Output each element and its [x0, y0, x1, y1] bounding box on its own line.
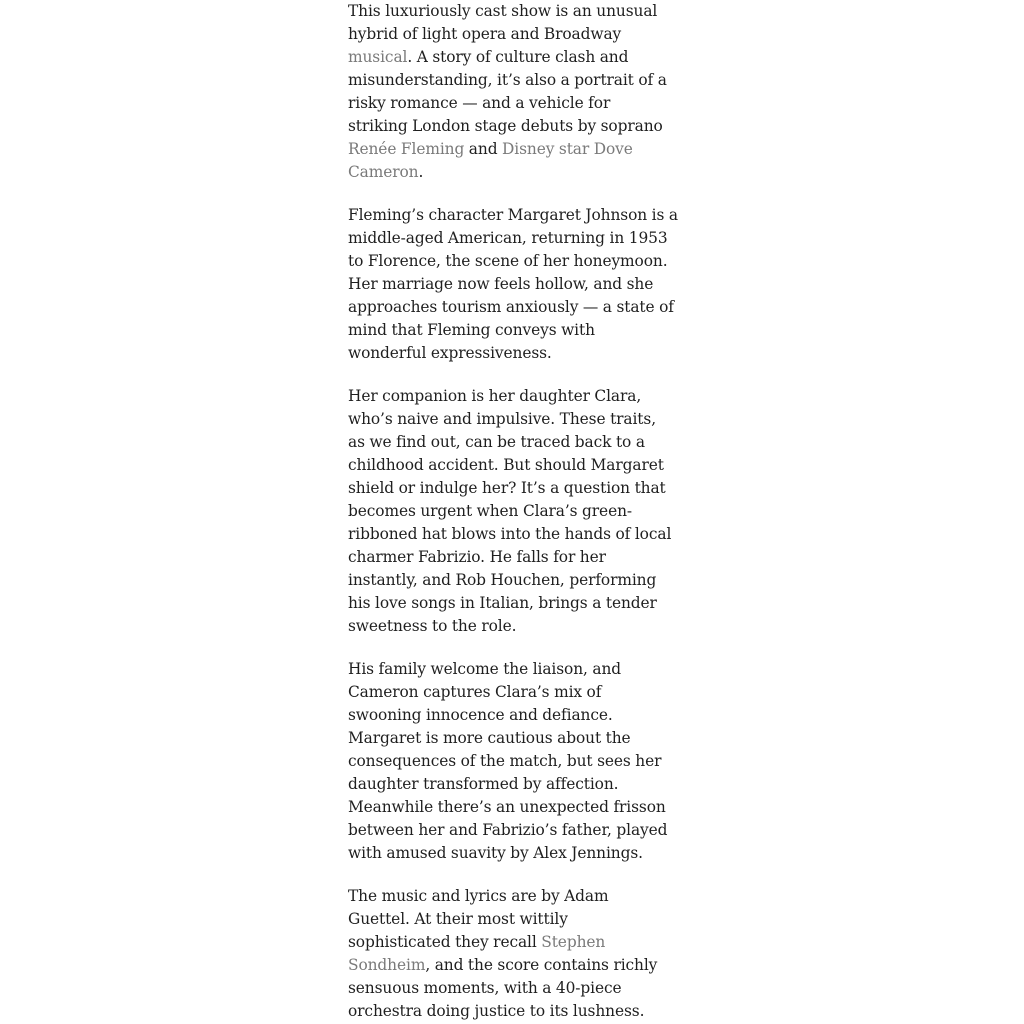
inline-link[interactable]: Stephen [541, 933, 606, 951]
text-line [348, 954, 678, 977]
text-segment: Cameron captures Clara’s mix of [348, 683, 602, 701]
text-line [348, 546, 678, 569]
text-line [348, 885, 678, 908]
text-segment: sensuous moments, with a 40-piece [348, 979, 622, 997]
text-segment: approaches tourism anxiously — a state of [348, 298, 674, 316]
paragraph-gap [348, 365, 678, 385]
text-line [348, 342, 678, 365]
text-segment: . [418, 163, 424, 181]
inline-link[interactable]: Disney star Dove [502, 140, 633, 158]
text-line [348, 773, 678, 796]
text-segment: consequences of the match, but sees her [348, 752, 662, 770]
text-segment: daughter transformed by affection. [348, 775, 619, 793]
text-line [348, 842, 678, 865]
text-segment: childhood accident. But should Margaret [348, 456, 664, 474]
text-line [348, 138, 678, 161]
text-segment: and [464, 140, 503, 158]
inline-link[interactable]: Cameron [348, 163, 419, 181]
text-segment: ribboned hat blows into the hands of local [348, 525, 672, 543]
article-paragraph [348, 0, 678, 184]
text-line [348, 408, 678, 431]
text-segment: charmer Fabrizio. He falls for her [348, 548, 606, 566]
text-line [348, 592, 678, 615]
text-segment: mind that Fleming conveys with [348, 321, 595, 339]
text-segment: striking London stage debuts by soprano [348, 117, 663, 135]
text-line [348, 46, 678, 69]
text-line [348, 250, 678, 273]
text-line [348, 658, 678, 681]
article-body [348, 0, 678, 1023]
text-segment: risky romance — and a vehicle for [348, 94, 611, 112]
text-segment: his love songs in Italian, brings a tender [348, 594, 657, 612]
text-line [348, 23, 678, 46]
article-paragraph [348, 885, 678, 1023]
text-segment: middle-aged American, returning in 1953 [348, 229, 668, 247]
text-segment: to Florence, the scene of her honeymoon. [348, 252, 668, 270]
text-segment: wonderful expressiveness. [348, 344, 552, 362]
text-segment: . A story of culture clash and [407, 48, 629, 66]
text-line [348, 931, 678, 954]
text-segment: who’s naive and impulsive. These traits, [348, 410, 656, 428]
text-segment: His family welcome the liaison, and [348, 660, 622, 678]
text-segment: instantly, and Rob Houchen, performing [348, 571, 657, 589]
text-line [348, 908, 678, 931]
text-line [348, 385, 678, 408]
text-line [348, 500, 678, 523]
text-segment: Guettel. At their most wittily [348, 910, 568, 928]
text-segment: between her and Fabrizio’s father, played [348, 821, 668, 839]
text-line [348, 227, 678, 250]
text-segment: as we find out, can be traced back to a [348, 433, 645, 451]
text-line [348, 319, 678, 342]
text-segment: This luxuriously cast show is an unusual [348, 2, 658, 20]
text-line [348, 1000, 678, 1023]
paragraph-gap [348, 865, 678, 885]
text-segment: becomes urgent when Clara’s green- [348, 502, 632, 520]
text-line [348, 161, 678, 184]
text-line [348, 0, 678, 23]
text-segment: Meanwhile there’s an unexpected frisson [348, 798, 666, 816]
text-line [348, 523, 678, 546]
text-line [348, 204, 678, 227]
text-line [348, 431, 678, 454]
article-paragraph [348, 204, 678, 365]
text-segment: Margaret is more cautious about the [348, 729, 631, 747]
text-line [348, 296, 678, 319]
text-line [348, 454, 678, 477]
text-line [348, 477, 678, 500]
text-segment: Her companion is her daughter Clara, [348, 387, 642, 405]
text-segment: The music and lyrics are by Adam [348, 887, 609, 905]
text-segment: hybrid of light opera and Broadway [348, 25, 622, 43]
inline-link[interactable]: Renée Fleming [348, 140, 465, 158]
text-line [348, 615, 678, 638]
text-line [348, 750, 678, 773]
article-paragraph [348, 385, 678, 638]
text-line [348, 273, 678, 296]
text-segment: shield or indulge her? It’s a question that [348, 479, 666, 497]
text-line [348, 819, 678, 842]
paragraph-gap [348, 638, 678, 658]
text-segment: misunderstanding, it’s also a portrait of a [348, 71, 667, 89]
text-segment: , and the score contains richly [425, 956, 658, 974]
text-line [348, 115, 678, 138]
text-line [348, 569, 678, 592]
paragraph-gap [348, 184, 678, 204]
text-segment: swooning innocence and defiance. [348, 706, 613, 724]
text-line [348, 727, 678, 750]
text-line [348, 796, 678, 819]
text-segment: sweetness to the role. [348, 617, 517, 635]
inline-link[interactable]: musical [348, 48, 408, 66]
text-segment: sophisticated they recall [348, 933, 542, 951]
text-segment: orchestra doing justice to its lushness. [348, 1002, 645, 1020]
text-segment: with amused suavity by Alex Jennings. [348, 844, 643, 862]
text-segment: Her marriage now feels hollow, and she [348, 275, 654, 293]
text-segment: Fleming’s character Margaret Johnson is a [348, 206, 678, 224]
inline-link[interactable]: Sondheim [348, 956, 426, 974]
text-line [348, 92, 678, 115]
text-line [348, 704, 678, 727]
text-line [348, 69, 678, 92]
text-line [348, 977, 678, 1000]
text-line [348, 681, 678, 704]
article-paragraph [348, 658, 678, 865]
